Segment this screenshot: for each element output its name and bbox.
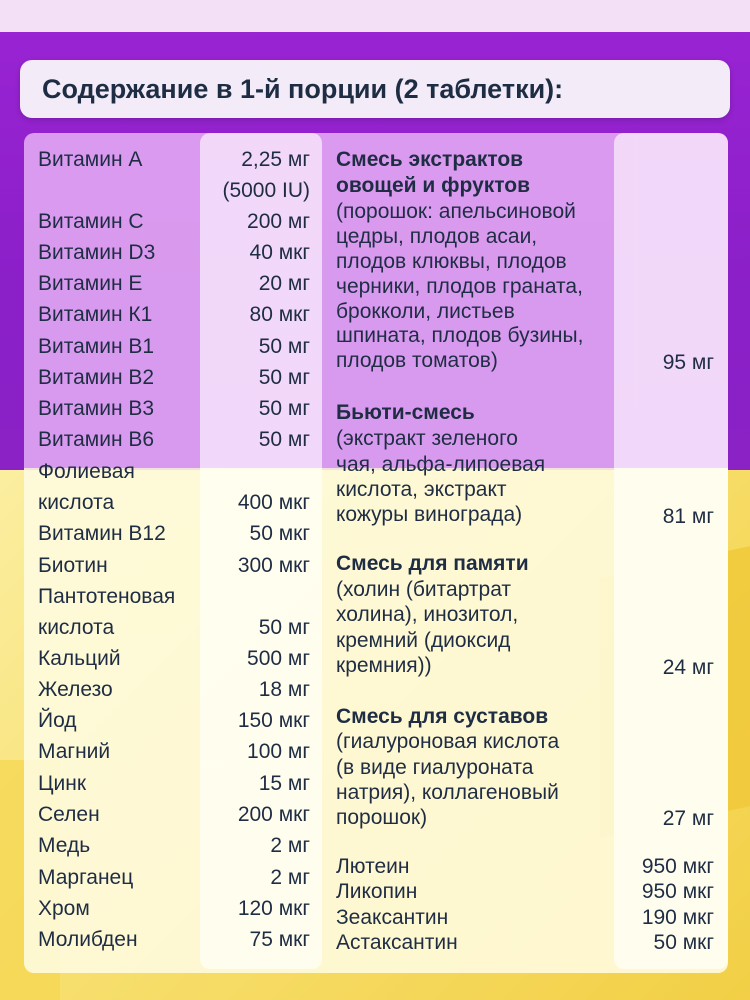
nutrient-value: 2,25 мг [241,148,310,171]
blend-description: натрия), коллагеновый [336,781,559,804]
nutrient-value: 2 мг [270,834,310,857]
right-value-column [614,133,728,969]
nutrient-label: Молибден [38,928,138,951]
nutrient-label: Пантотеновая [38,585,176,608]
nutrient-value: 50 мг [258,428,310,451]
carotenoid-value: 190 мкг [641,906,714,929]
nutrient-label: Цинк [38,772,87,795]
nutrient-value: 300 мкг [237,554,310,577]
blend-description: кремния)) [336,654,432,677]
nutrient-label: кислота [38,491,115,514]
blend-title: Смесь экстрактов [336,148,524,171]
blend-description: цедры, плодов асаи, [336,225,538,248]
nutrient-label: Витамин А [38,148,143,171]
blend-description: брокколи, листьев [336,300,515,323]
carotenoid-label: Астаксантин [336,931,458,954]
carotenoid-value: 50 мкг [653,931,714,954]
blend-title: овощей и фруктов [336,174,531,197]
nutrient-label: Витамин В6 [38,428,155,451]
nutrient-value: 50 мкг [249,522,310,545]
blend-description: (порошок: апельсиновой [336,200,576,223]
blend-description: плодов клюквы, плодов [336,250,567,273]
blend-description: шпината, плодов бузины, [336,324,584,347]
nutrient-value: 150 мкг [237,709,310,732]
blend-description: (гиалуроновая кислота [336,730,560,753]
nutrient-value: 50 мг [258,616,310,639]
nutrient-label: Биотин [38,554,108,577]
nutrient-label: Витамин В12 [38,522,166,545]
blend-title: Бьюти-смесь [336,401,475,424]
nutrient-value: 15 мг [258,772,310,795]
nutrient-value: 80 мкг [249,303,310,326]
nutrient-value: 120 мкг [237,897,310,920]
blend-value: 95 мг [662,351,714,374]
nutrient-label: Селен [38,803,100,826]
nutrient-label: Витамин В1 [38,335,155,358]
blend-value: 81 мг [662,505,714,528]
carotenoid-value: 950 мкг [641,855,714,878]
nutrient-value: 200 мг [247,210,310,233]
blend-title: Смесь для суставов [336,705,549,728]
blend-value: 27 мг [662,807,714,830]
nutrient-label: Витамин D3 [38,241,156,264]
blend-description: плодов томатов) [336,349,498,372]
nutrient-label: Йод [38,709,77,732]
nutrient-value: 400 мкг [237,491,310,514]
nutrient-value: 18 мг [258,678,310,701]
nutrient-label: Витамин Е [38,272,143,295]
background-top-band [0,0,750,32]
carotenoid-value: 950 мкг [641,880,714,903]
blend-description: порошок) [336,806,428,829]
nutrient-value: 50 мг [258,366,310,389]
blend-description: черники, плодов граната, [336,275,583,298]
page-title: Содержание в 1-й порции (2 таблетки): [42,73,564,104]
nutrient-value: 75 мкг [249,928,310,951]
blend-description: (в виде гиалуроната [336,756,534,779]
nutrient-value: 40 мкг [249,241,310,264]
blend-description: кислота, экстракт [336,478,507,501]
nutrient-label: Витамин В2 [38,366,155,389]
blend-description: (экстракт зеленого [336,427,518,450]
nutrient-label: Витамин К1 [38,303,153,326]
nutrient-value: (5000 IU) [222,179,310,202]
blend-title: Смесь для памяти [336,552,529,575]
nutrient-label: Витамин С [38,210,144,233]
carotenoid-label: Зеаксантин [336,906,449,929]
nutrient-label: Железо [38,678,113,701]
nutrient-label: Медь [38,834,91,857]
nutrient-value: 2 мг [270,866,310,889]
nutrient-label: Витамин В3 [38,397,155,420]
nutrient-value: 20 мг [258,272,310,295]
nutrient-value: 50 мг [258,335,310,358]
nutrient-label: Марганец [38,866,134,889]
blend-value: 24 мг [662,656,714,679]
nutrient-label: Магний [38,740,111,763]
blend-description: чая, альфа-липоевая [336,453,546,476]
nutrient-value: 100 мг [247,740,310,763]
nutrient-label: Фолиевая [38,460,135,483]
carotenoid-label: Лютеин [336,855,410,878]
nutrient-value: 500 мг [247,647,310,670]
carotenoid-label: Ликопин [336,880,418,903]
blend-description: кожуры винограда) [336,503,523,526]
blend-description: холина), инозитол, [336,603,519,626]
blend-description: (холин (битартрат [336,578,512,601]
nutrient-value: 50 мг [258,397,310,420]
nutrient-label: Хром [38,897,90,920]
nutrient-label: Кальций [38,647,121,670]
nutrient-label: кислота [38,616,115,639]
title-banner [20,60,730,118]
blend-description: кремний (диоксид [336,629,511,652]
nutrient-value: 200 мкг [237,803,310,826]
